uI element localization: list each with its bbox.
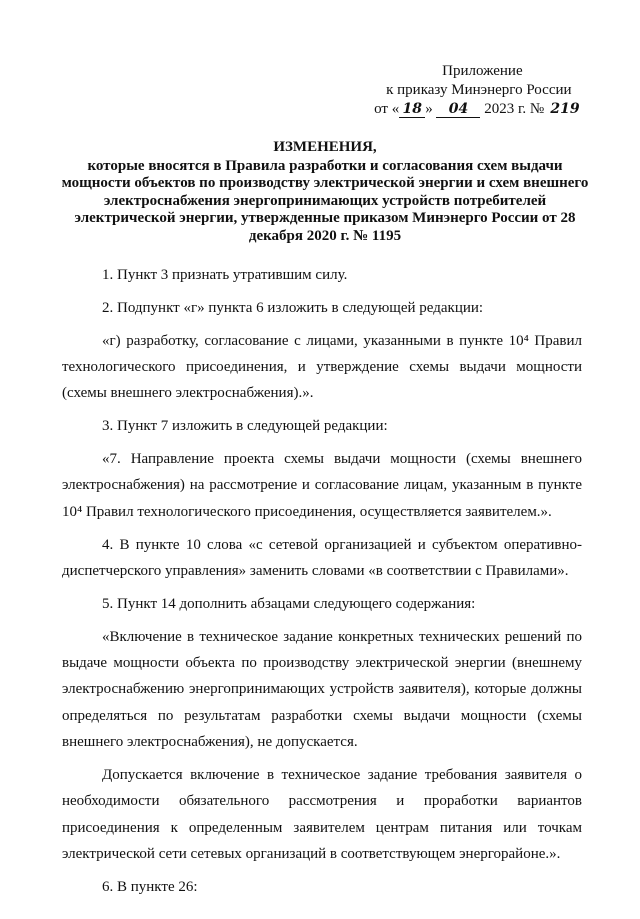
paragraph-2: 2. Подпункт «г» пункта 6 изложить в следующей редакции: (102, 299, 484, 316)
paragraph-6: 4. В пункте 10 слова «с сетевой организацией и субъектом оперативно-диспетчерского управления» заменить словами «в соответствии с Правилами». (62, 536, 582, 580)
paragraph-1: 1. Пункт 3 признать утратившим силу. (102, 267, 348, 283)
handwritten-day: 18 (399, 102, 425, 118)
appendix-block (374, 62, 582, 119)
title-heading: ИЗМЕНЕНИЯ, (273, 139, 377, 155)
date-prefix: от « (374, 101, 400, 117)
handwritten-number: 219 (550, 101, 580, 117)
paragraph-5: «7. Направление проекта схемы выдачи мощности (схемы внешнего электроснабжения) на рассмотрение и согласование лицам, указанным в пункте 10⁴ Правил технологического присоединения, осуществляется заявителем.». (62, 451, 582, 520)
document-title (60, 139, 590, 246)
paragraph-3: «г) разработку, согласование с лицами, указанными в пункте 10⁴ Правил технологического присоединения, и утверждение схемы выдачи мощности (схемы внешнего электроснабжения).». (62, 332, 582, 402)
date-mid: » (425, 101, 433, 117)
document-body (62, 262, 582, 907)
paragraph-9: Допускается включение в техническое задание требования заявителя о необходимости обязательного рассмотрения и проработки вариантов присоединения к определенным заявителем центрам питания или точкам электрической сети сетевых организаций в соответствующем энергорайоне.». (62, 767, 582, 863)
appendix-title: Приложение (442, 63, 523, 79)
title-subtitle: которые вносятся в Правила разработки и согласования схем выдачи мощности объектов по производству электрической энергии и схем внешнего электроснабжения энергопринимающих устройств потребителей электрической энергии, утвержденные приказом Минэнерго России от 28 декабря 2020 г. № 1195 (61, 157, 589, 244)
paragraph-4: 3. Пункт 7 изложить в следующей редакции: (102, 418, 388, 435)
appendix-date-line (374, 100, 582, 119)
paragraph-7: 5. Пункт 14 дополнить абзацами следующего содержания: (102, 595, 476, 612)
paragraph-8: «Включение в техническое задание конкретных технических решений по выдаче мощности объекта по производству электрической энергии (внешнему электроснабжению энергопринимающих устройств заявителя), которые должны определяться по результатам разработки схемы выдачи мощности (схемы внешнего электроснабжения), не допускается. (62, 628, 582, 751)
handwritten-month: 04 (436, 102, 480, 118)
appendix-order-ref: к приказу Минэнерго России (386, 82, 572, 98)
year-text: 2023 г. № (484, 101, 545, 117)
paragraph-10: 6. В пункте 26: (102, 879, 198, 896)
